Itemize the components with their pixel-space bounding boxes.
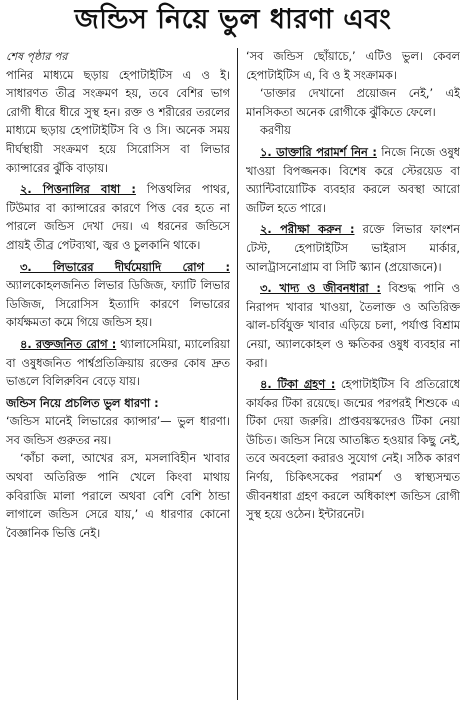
- myth-paragraph: ‘কাঁচা কলা, আখের রস, মসলাবিহীন খাবার অথবা অতিরিক্ত পানি খেলে কিংবা মাথায় কবিরাজি মালা পরালে অথবা বেশি বেশি ঠান্ডা লাগালে জন্ডিস সেরে যায়,’ এ ধারণার কোনো বৈজ্ঞানিক ভিত্তি নেই।: [6, 452, 230, 540]
- section-heading: ৪. রক্তজনিত রোগ :: [20, 337, 117, 351]
- todo-diet-lifestyle: [246, 280, 460, 373]
- right-column: [246, 48, 460, 704]
- column-divider: [237, 48, 238, 700]
- section-heading: ২. পিত্তনালির বাধা :: [20, 183, 136, 197]
- section-body: পিত্তথলির পাথর, টিউমার বা ক্যান্সারের কারণে পিত্ত বের হতে না পারলে জন্ডিস দেখা দেয়। এ ধরনের জন্ডিসে প্রায়ই তীব্র পেটব্যথা, জ্বর ও চুলকানি থাকে।: [6, 183, 230, 252]
- todo-vaccination: [246, 376, 460, 525]
- section-body: থ্যালাসেমিয়া, ম্যালেরিয়া বা ওষুধজনিত পার্শ্বপ্রতিক্রিয়ায় রক্তের কোষ দ্রুত ভাঙলে বিলিরুবিন বেড়ে যায়।: [6, 337, 230, 389]
- source-credit: ইন্টারনেট।: [318, 508, 365, 522]
- section-body: হেপাটাইটিস বি প্রতিরোধে কার্যকর টিকা রয়েছে। জন্মের পরপরই শিশুকে এ টিকা দেয়া জরুরি। প্রাপ্তবয়স্কদেরও টিকা নেয়া উচিত। জন্ডিস নিয়ে আতঙ্কিত হওয়ার কিছু নেই, তবে অবহেলা করারও সুযোগ নেই। সঠিক কারণ নির্ণয়, চিকিৎসকের পরামর্শ ও স্বাস্থ্যসম্মত জীবনধারা গ্রহণ করলে অধিকাংশ জন্ডিস রোগী সুস্থ হয়ে ওঠেন।: [246, 378, 460, 522]
- myth-paragraph: ‘ডাক্তার দেখানো প্রয়োজন নেই,’ এই মানসিকতা অনেক রোগীকে ঝুঁকিতে ফেলে।: [246, 87, 460, 119]
- paragraph-hepatitis-spread: পানির মাধ্যমে ছড়ায় হেপাটাইটিস এ ও ই। সাধারণত তীব্র সংক্রমণ হয়, তবে বেশির ভাগ রোগী ধীরে ধীরে সুস্থ হন। রক্ত ও শরীরের তরলের মাধ্যমে ছড়ায় হেপাটাইটিস বি ও সি। অনেক সময় দীর্ঘস্থায়ী সংক্রমণ হয়ে সিরোসিস বা লিভার ক্যান্সারের ঝুঁকি বাড়ায়।: [6, 68, 230, 175]
- section-chronic-liver: [6, 259, 230, 333]
- section-body: রক্তে লিভার ফাংশন টেস্ট, হেপাটাইটিস ভাইরাস মার্কার, আলট্রাসনোগ্রাম বা সিটি স্ক্যান (প্রয়োজনে)।: [246, 223, 460, 274]
- myths-heading: জন্ডিস নিয়ে প্রচলিত ভুল ধারণা :: [6, 396, 159, 410]
- section-heading: ৩. লিভারের দীর্ঘমেয়াদি রোগ :: [20, 260, 230, 274]
- todo-label: করণীয়: [260, 124, 291, 138]
- myth-paragraph: ‘সব জন্ডিস ছোঁয়াচে,’ এটিও ভুল। কেবল হেপাটাইটিস এ, বি ও ই সংক্রামক।: [246, 50, 460, 82]
- section-heading: ৩. খাদ্য ও জীবনধারা :: [260, 282, 381, 296]
- section-body: নিজে নিজে ওষুধ খাওয়া বিপজ্জনক। বিশেষ করে স্টেরয়েড বা অ্যান্টিবায়োটিক ব্যবহার করলে অবস্থা আরো জটিল হতে পারে।: [246, 145, 460, 215]
- continued-from-label: শেষ পৃষ্ঠার পর: [6, 50, 68, 63]
- headline: জন্ডিস নিয়ে ভুল ধারণা এবং: [74, 4, 392, 35]
- section-heading: ১. ডাক্তারি পরামর্শ নিন :: [260, 145, 377, 159]
- left-column: [6, 48, 230, 704]
- myth-paragraph: ‘জন্ডিস মানেই লিভারের ক্যান্সার’— ভুল ধারণা। সব জন্ডিস গুরুতর নয়।: [6, 415, 230, 447]
- section-blood-disease: [6, 336, 230, 392]
- section-heading: ৪. টিকা গ্রহণ :: [260, 378, 336, 392]
- section-heading: ২. পরীক্ষা করুন :: [260, 223, 355, 237]
- section-bile-duct: [6, 181, 230, 255]
- section-body: অ্যালকোহলজনিত লিভার ডিজিজ, ফ্যাটি লিভার ডিজিজ, সিরোসিস ইত্যাদি কারণে লিভারের কার্যক্ষমতা কমে গিয়ে জন্ডিস হয়।: [6, 279, 230, 330]
- todo-consult-doctor: [246, 144, 460, 218]
- todo-tests: [246, 221, 460, 277]
- section-body: বিশুদ্ধ পানি ও নিরাপদ খাবার খাওয়া, তৈলাক্ত ও অতিরিক্ত ঝাল-চর্বিযুক্ত খাবার এড়িয়ে চলা, পর্যাপ্ত বিশ্রাম নেয়া, অ্যালকোহল ও ক্ষতিকর ওষুধ ব্যবহার না করা।: [246, 282, 460, 370]
